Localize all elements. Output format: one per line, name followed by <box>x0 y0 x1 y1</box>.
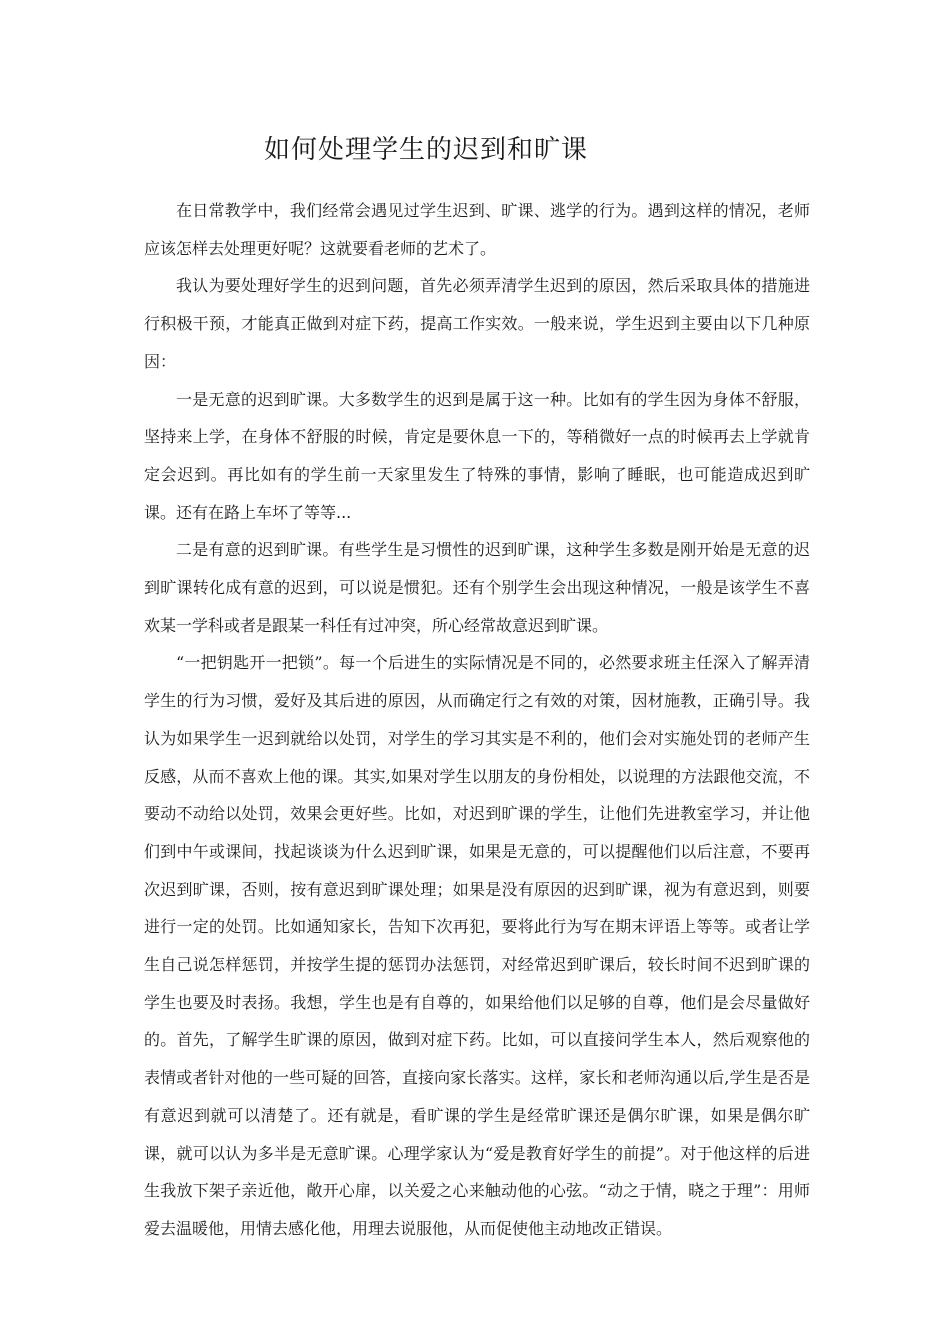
document-title: 如何处理学生的迟到和旷课 <box>263 135 588 165</box>
paragraph: “一把钥匙开一把锁”。每一个后进生的实际情况是不同的，必然要求班主任深入了解弄清学生的行为习惯，爱好及其后进的原因，从而确定行之有效的对策，因材施教，正确引导。我认为如果学生一迟到就给以处罚，对学生的学习其实是不利的，他们会对实施处罚的老师产生反感，从而不喜欢上他的课。其实,如果对学生以朋友的身份相处，以说理的方法跟他交流，不要动不动给以处罚，效果会更好些。比如，对迟到旷课的学生，让他们先进教室学习，并让他们到中午或课间，找起谈谈为什么迟到旷课，如果是无意的，可以提醒他们以后注意，不要再次迟到旷课，否则，按有意迟到旷课处理；如果是没有原因的迟到旷课，视为有意迟到，则要进行一定的处罚。比如通知家长，告知下次再犯，要将此行为写在期末评语上等等。或者让学生自己说怎样惩罚，并按学生提的惩罚办法惩罚，对经常迟到旷课后，较长时间不迟到旷课的学生也要及时表扬。我想，学生也是有自尊的，如果给他们以足够的自尊，他们是会尽量做好的。首先，了解学生旷课的原因，做到对症下药。比如，可以直接问学生本人，然后观察他的表情或者针对他的一些可疑的回答，直接向家长落实。这样，家长和老师沟通以后,学生是否是有意迟到就可以清楚了。还有就是，看旷课的学生是经常旷课还是偶尔旷课，如果是偶尔旷课，就可以认为多半是无意旷课。心理学家认为“爱是教育好学生的前提”。对于他这样的后进生我放下架子亲近他，敞开心扉，以关爱之心来触动他的心弦。“动之于情，晓之于理”：用师爱去温暖他，用情去感化他，用理去说服他，从而促使他主动地改正错误。 <box>144 653 810 1238</box>
paragraph: 一是无意的迟到旷课。大多数学生的迟到是属于这一种。比如有的学生因为身体不舒服，坚持来上学，在身体不舒服的时候，肯定是要休息一下的，等稍微好一点的时候再去上学就肯定会迟到。再比如有的学生前一天家里发生了特殊的事情，影响了睡眠，也可能造成迟到旷课。还有在路上车坏了等等... <box>144 389 810 522</box>
paragraph: 在日常教学中，我们经常会遇见过学生迟到、旷课、逃学的行为。遇到这样的情况，老师应该怎样去处理更好呢？这就要看老师的艺术了。 <box>144 201 810 258</box>
document-body <box>144 192 810 1248</box>
paragraph: 我认为要处理好学生的迟到问题，首先必须弄清学生迟到的原因，然后采取具体的措施进行积极干预，才能真正做到对症下药，提高工作实效。一般来说，学生迟到主要由以下几种原因： <box>144 276 810 371</box>
paragraph: 二是有意的迟到旷课。有些学生是习惯性的迟到旷课，这种学生多数是刚开始是无意的迟到旷课转化成有意的迟到，可以说是惯犯。还有个别学生会出现这种情况，一般是该学生不喜欢某一学科或者是跟某一科任有过冲突，所心经常故意迟到旷课。 <box>144 540 810 635</box>
